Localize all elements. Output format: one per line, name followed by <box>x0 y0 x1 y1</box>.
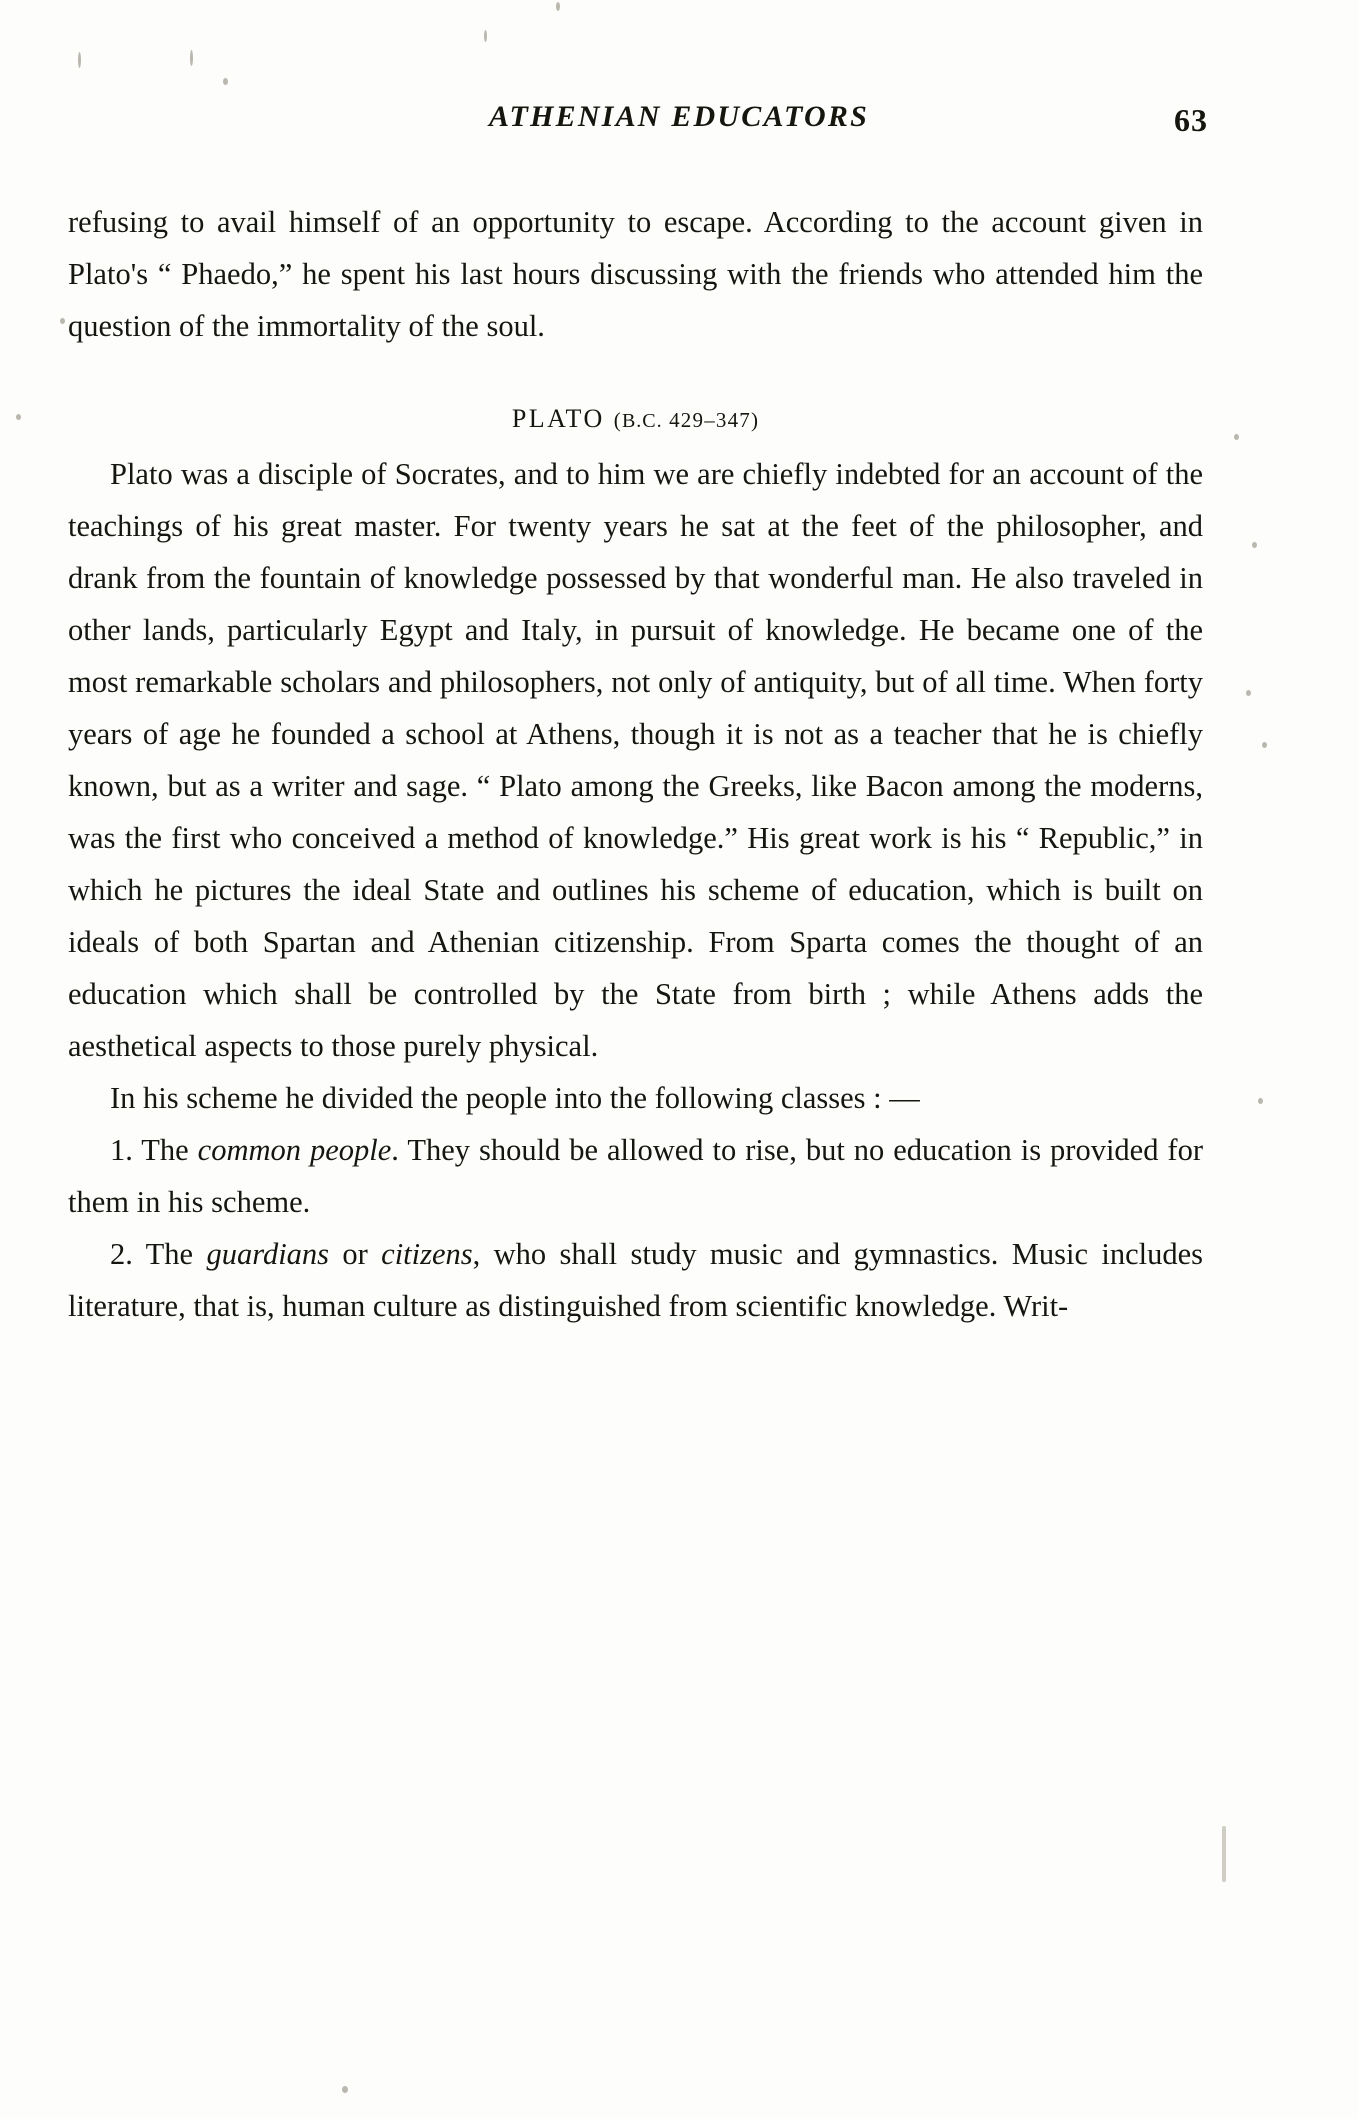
scan-speck <box>1246 690 1251 696</box>
scan-speck <box>78 52 81 68</box>
list-item-2-number: 2. <box>110 1237 133 1271</box>
page-number: 63 <box>1174 102 1208 138</box>
list-item-1-term: common people <box>197 1133 392 1167</box>
paragraph-plato-biography: Plato was a disciple of Socrates, and to him we are chiefly indebted for an account of the teachings of his great master. For twenty years he sat at the feet of the philosopher, and drank from the fountain of knowledge possessed by that wonderful man. He also traveled in other lands, particularly Egypt and Italy, in pursuit of knowledge. He became one of the most remarkable scholars and philosophers, not only of antiquity, but of all time. When forty years of age he founded a school at Athens, though it is not as a teacher that he is chiefly known, but as a writer and sage. “ Plato among the Greeks, like Bacon among the moderns, was the first who conceived a method of knowledge.” His great work is his “ Republic,” in which he pictures the ideal State and outlines his scheme of education, which is built on ideals of both Spartan and Athenian citizenship. From Sparta comes the thought of an education which shall be controlled by the State from birth ; while Athens adds the aesthetical aspects to those purely physical. <box>68 457 1203 1063</box>
section-heading-title: PLATO <box>511 404 605 433</box>
scan-speck <box>1222 1826 1226 1882</box>
list-item-2-mid: or <box>329 1237 382 1271</box>
list-item-1 <box>68 1124 1203 1228</box>
scan-speck <box>484 30 487 42</box>
body-column <box>68 196 1203 1332</box>
list-item-1-rest: . They should be allowed to rise, but no education is provided for them in his scheme. <box>68 1133 1203 1219</box>
list-item-1-number: 1. <box>110 1133 133 1167</box>
list-item-2-term-b: citizens <box>381 1237 473 1271</box>
scan-speck <box>1262 742 1267 748</box>
list-item-2-rest: , who shall study music and gymnastics. Music includes literature, that is, human culture as distinguished from scientific knowledge. Writ- <box>68 1237 1203 1323</box>
scan-speck <box>342 2086 348 2093</box>
dates-range: 429–347) <box>662 408 760 432</box>
scan-speck <box>1258 1098 1263 1104</box>
scan-speck <box>223 78 228 85</box>
paragraph-scheme-intro: In his scheme he divided the people into the following classes : — <box>110 1081 920 1115</box>
section-heading-dates <box>614 408 759 432</box>
scan-speck <box>556 2 560 11</box>
scan-speck <box>1234 434 1239 440</box>
dates-open-paren: ( <box>613 408 622 432</box>
list-item-1-lead: The <box>132 1133 198 1167</box>
scan-speck <box>16 414 21 420</box>
list-item-2-term-a: guardians <box>206 1237 330 1271</box>
paragraph-continued: refusing to avail himself of an opportunity to escape. According to the account given in Plato's “ Phaedo,” he spent his last hours discussing with the friends who attended him the question of the immortality of the soul. <box>68 205 1203 343</box>
list-item-2 <box>68 1228 1203 1332</box>
scan-speck <box>60 318 65 324</box>
dates-era-label: B.C. <box>621 410 663 432</box>
running-title: ATHENIAN EDUCATORS <box>489 100 869 133</box>
list-item-2-lead: The <box>132 1237 207 1271</box>
page-header <box>0 100 1358 152</box>
section-heading <box>68 404 1203 434</box>
scan-speck <box>190 50 193 66</box>
scan-speck <box>1252 542 1257 548</box>
